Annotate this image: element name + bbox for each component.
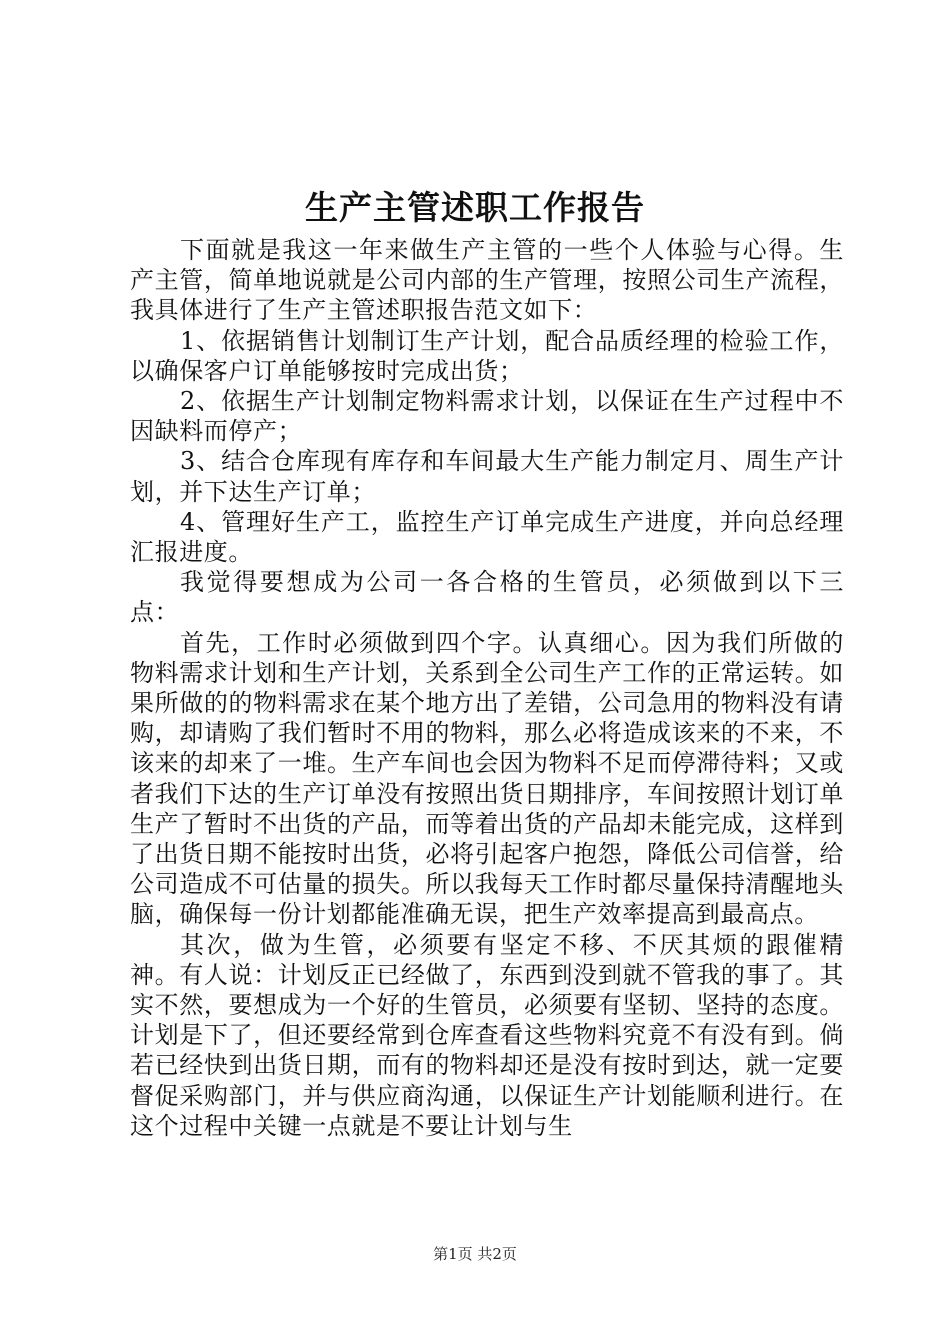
- paragraph-item-1: 1、依据销售计划制订生产计划，配合品质经理的检验工作，以确保客户订单能够按时完成出货；: [130, 326, 844, 385]
- page-footer: 第1页 共2页: [433, 1245, 517, 1263]
- paragraph-item-3: 3、结合仓库现有库存和车间最大生产能力制定月、周生产计划，并下达生产订单；: [130, 447, 844, 506]
- paragraph-item-2: 2、依据生产计划制定物料需求计划，以保证在生产过程中不因缺料而停产；: [130, 387, 844, 446]
- document-title: 生产主管述职工作报告: [305, 188, 645, 227]
- document-body: [130, 235, 844, 1141]
- paragraph-item-4: 4、管理好生产工，监控生产订单完成生产进度，并向总经理汇报进度。: [130, 507, 844, 567]
- paragraph-first-point: 首先，工作时必须做到四个字。认真细心。因为我们所做的物料需求计划和生产计划，关系到全公司生产工作的正常运转。如果所做的的物料需求在某个地方出了差错，公司急用的物料没有请购，却请购了我们暂时不用的物料，那么必将造成该来的不来，不该来的却来了一堆。生产车间也会因为物料不足而停滞待料；又或者我们下达的生产订单没有按照出货日期排序，车间按照计划订单生产了暂时不出货的产品，而等着出货的产品却未能完成，这样到了出货日期不能按时出货，必将引起客户抱怨，降低公司信誉，给公司造成不可估量的损失。所以我每天工作时都尽量保持清醒地头脑，确保每一份计划都能准确无误，把生产效率提高到最高点。: [130, 628, 844, 929]
- paragraph-intro: 下面就是我这一年来做生产主管的一些个人体验与心得。生产主管，简单地说就是公司内部的生产管理，按照公司生产流程，我具体进行了生产主管述职报告范文如下：: [130, 236, 844, 325]
- paragraph-three-points: 我觉得要想成为公司一各合格的生管员，必须做到以下三点：: [130, 568, 844, 627]
- paragraph-second-point: 其次，做为生管，必须要有坚定不移、不厌其烦的跟催精神。有人说：计划反正已经做了，东西到没到就不管我的事了。其实不然，要想成为一个好的生管员，必须要有坚韧、坚持的态度。计划是下了，但还要经常到仓库查看这些物料究竟不有没有到。倘若已经快到出货日期，而有的物料却还是没有按时到达，就一定要督促采购部门，并与供应商沟通，以保证生产计划能顺利进行。在这个过程中关键一点就是不要让计划与生: [130, 930, 844, 1140]
